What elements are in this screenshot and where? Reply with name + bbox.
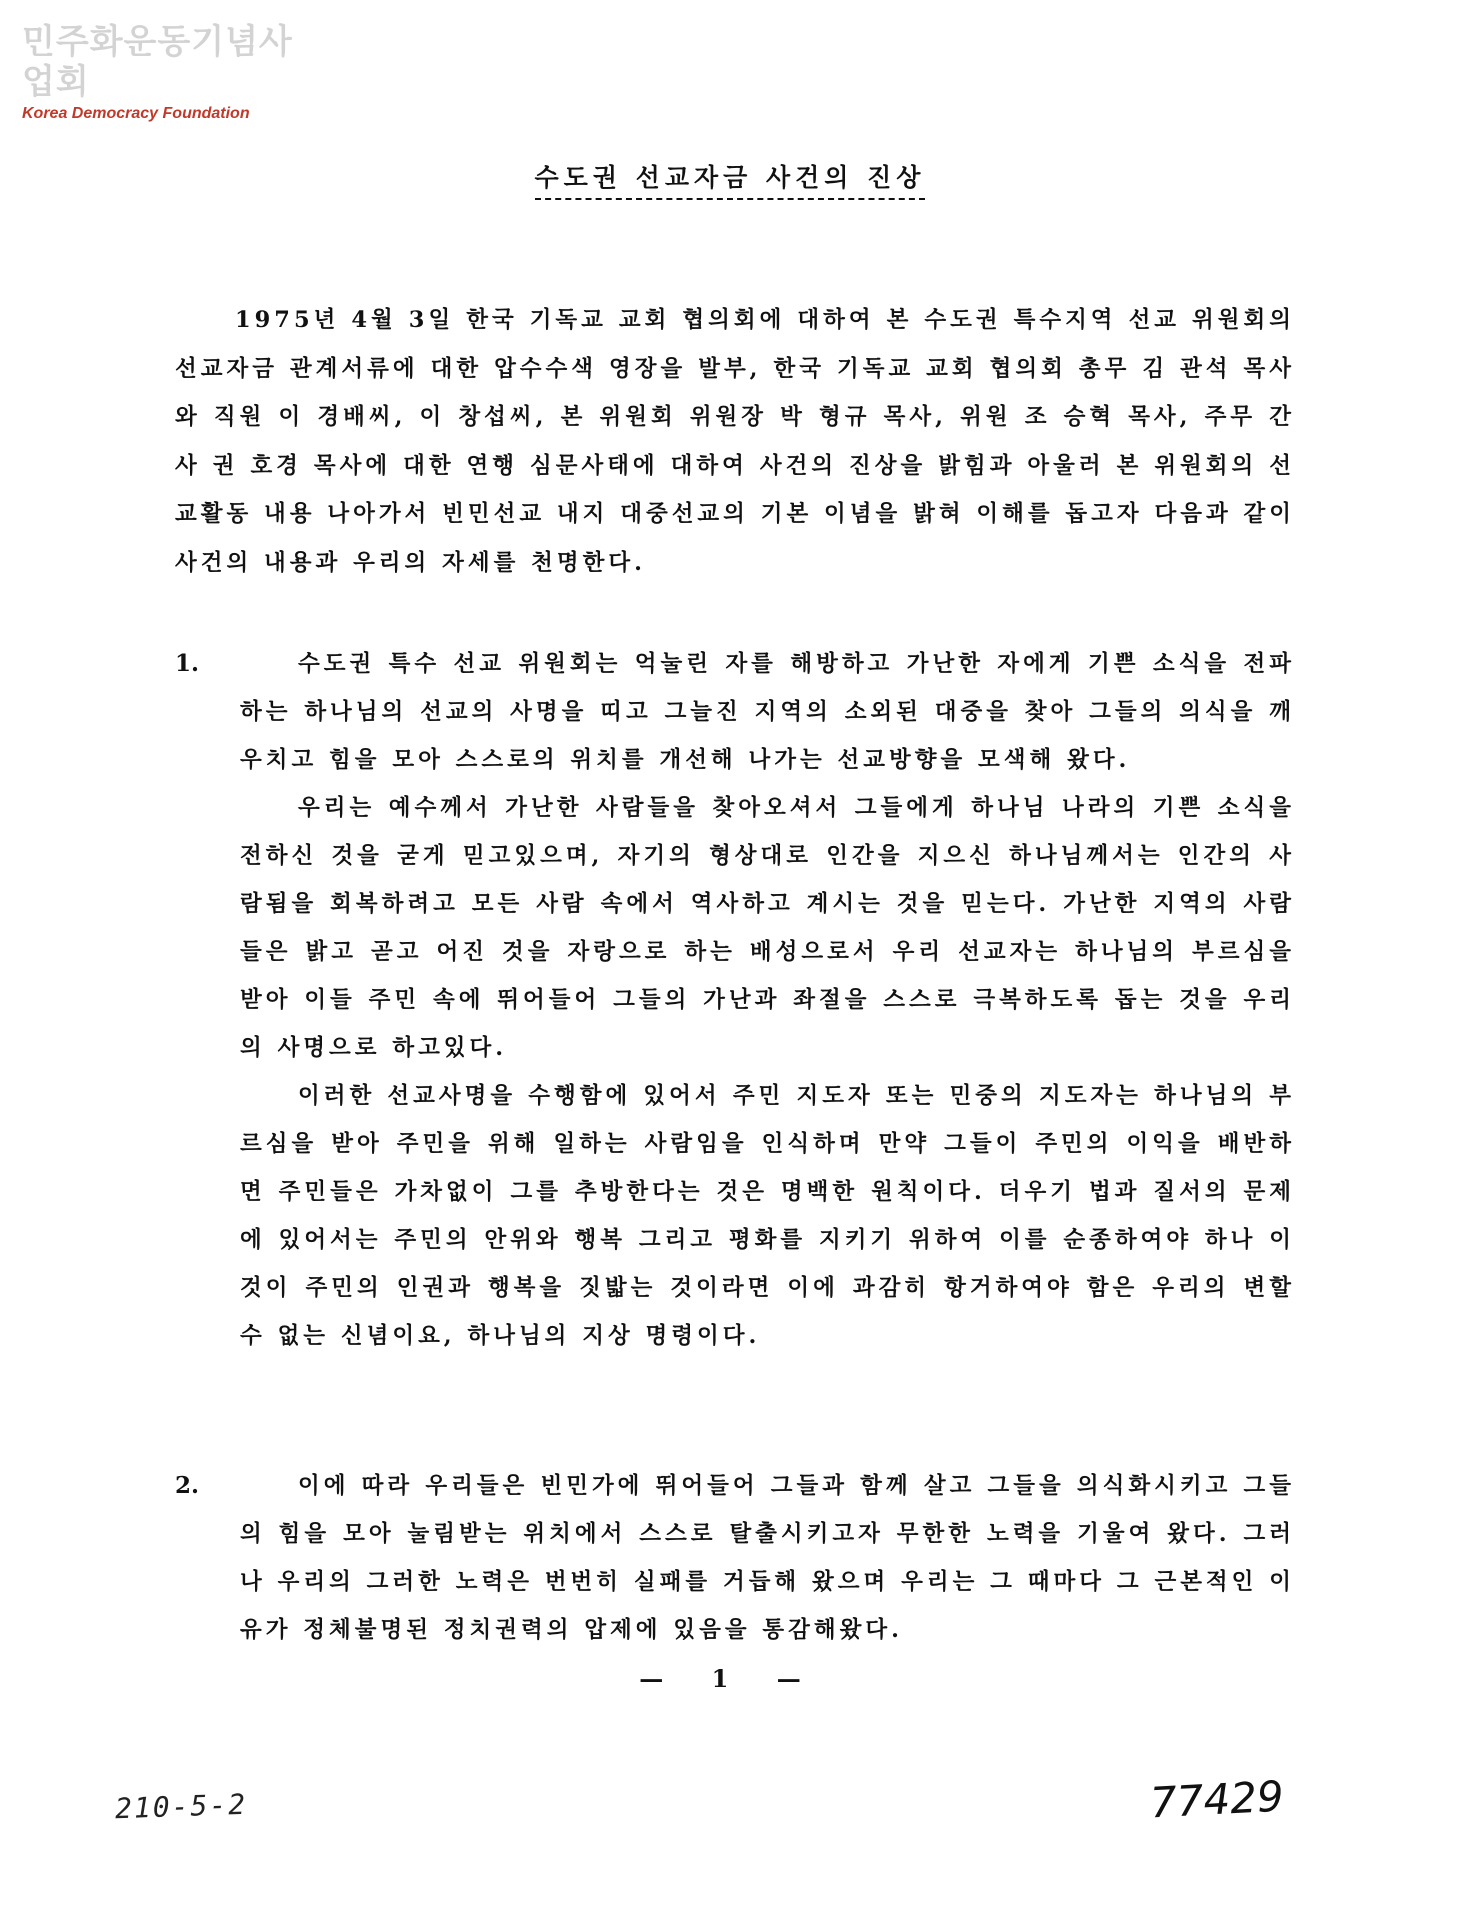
intro-paragraph: 1975년 4월 3일 한국 기독교 교회 협의회에 대하여 본 수도권 특수지역 선교 위원회의 선교자금 관계서류에 대한 압수수색 영장을 발부, 한국 기독교 교회 협의회 총무 김 관석 목사와 직원 이 경배씨, 이 창섭씨, 본 위원회 위원장 박 형규 목사, 위원 조 승혁 목사, 주무 간사 권 호경 목사에 대한 연행 심문사태에 대하여 사건의 진상을 밝힘과 아울러 본 위원회의 선교활동 내용 나아가서 빈민선교 내지 대중선교의 기본 이념을 밝혀 이해를 돕고자 다음과 같이 사건의 내용과 우리의 자세를 천명한다. — [175, 307, 1295, 576]
section-number: 2. — [175, 1472, 200, 1499]
section-2 — [175, 1462, 1295, 1654]
section-paragraph: 우리는 예수께서 가난한 사람들을 찾아오셔서 그들에게 하나님 나라의 기쁜 소식을 전하신 것을 굳게 믿고있으며, 자기의 형상대로 인간을 지으신 하나님께서는 인간의 사람됨을 회복하려고 모든 사람 속에서 역사하고 계시는 것을 믿는다. 가난한 지역의 사람들은 밝고 곧고 어진 것을 자랑으로 하는 배성으로서 우리 선교자는 하나님의 부르심을 받아 이들 주민 속에 뛰어들어 그들의 가난과 좌절을 스스로 극복하도록 돕는 것을 우리의 사명으로 하고있다. — [240, 795, 1295, 1061]
handwritten-reference-left: 210-5-2 — [114, 1787, 248, 1826]
section-paragraph: 수도권 특수 선교 위원회는 억눌린 자를 해방하고 가난한 자에게 기쁜 소식을 전파하는 하나님의 선교의 사명을 띠고 그늘진 지역의 소외된 대중을 찾아 그들의 의식을 깨우치고 힘을 모아 스스로의 위치를 개선해 나가는 선교방향을 모색해 왔다. — [240, 651, 1295, 773]
document-title: 수도권 선교자금 사건의 진상 — [535, 158, 926, 200]
page-number: — 1 — — [639, 1664, 821, 1693]
handwritten-reference-right: 77429 — [1148, 1771, 1285, 1828]
section-body — [240, 1462, 1295, 1654]
watermark-english: Korea Democracy Foundation — [22, 105, 250, 122]
section-body — [240, 640, 1295, 1360]
section-1 — [175, 640, 1295, 1360]
foundation-watermark — [22, 22, 322, 124]
document-title-wrapper — [0, 158, 1460, 200]
section-paragraph: 이에 따라 우리들은 빈민가에 뛰어들어 그들과 함께 살고 그들을 의식화시키고 그들의 힘을 모아 눌림받는 위치에서 스스로 탈출시키고자 무한한 노력을 기울여 왔다. 그러나 우리의 그러한 노력은 번번히 실패를 거듭해 왔으며 우리는 그 때마다 그 근본적인 이유가 정체불명된 정치권력의 압제에 있음을 통감해왔다. — [240, 1473, 1295, 1643]
section-paragraph: 이러한 선교사명을 수행함에 있어서 주민 지도자 또는 민중의 지도자는 하나님의 부르심을 받아 주민을 위해 일하는 사람임을 인식하며 만약 그들이 주민의 이익을 배반하면 주민들은 가차없이 그를 추방한다는 것은 명백한 원칙이다. 더우기 법과 질서의 문제에 있어서는 주민의 안위와 행복 그리고 평화를 지키기 위하여 이를 순종하여야 하나 이것이 주민의 인권과 행복을 짓밟는 것이라면 이에 과감히 항거하여야 함은 우리의 변할 수 없는 신념이요, 하나님의 지상 명령이다. — [240, 1083, 1295, 1349]
section-number: 1. — [175, 650, 200, 677]
watermark-korean: 민주화운동기념사업회 — [22, 22, 293, 102]
